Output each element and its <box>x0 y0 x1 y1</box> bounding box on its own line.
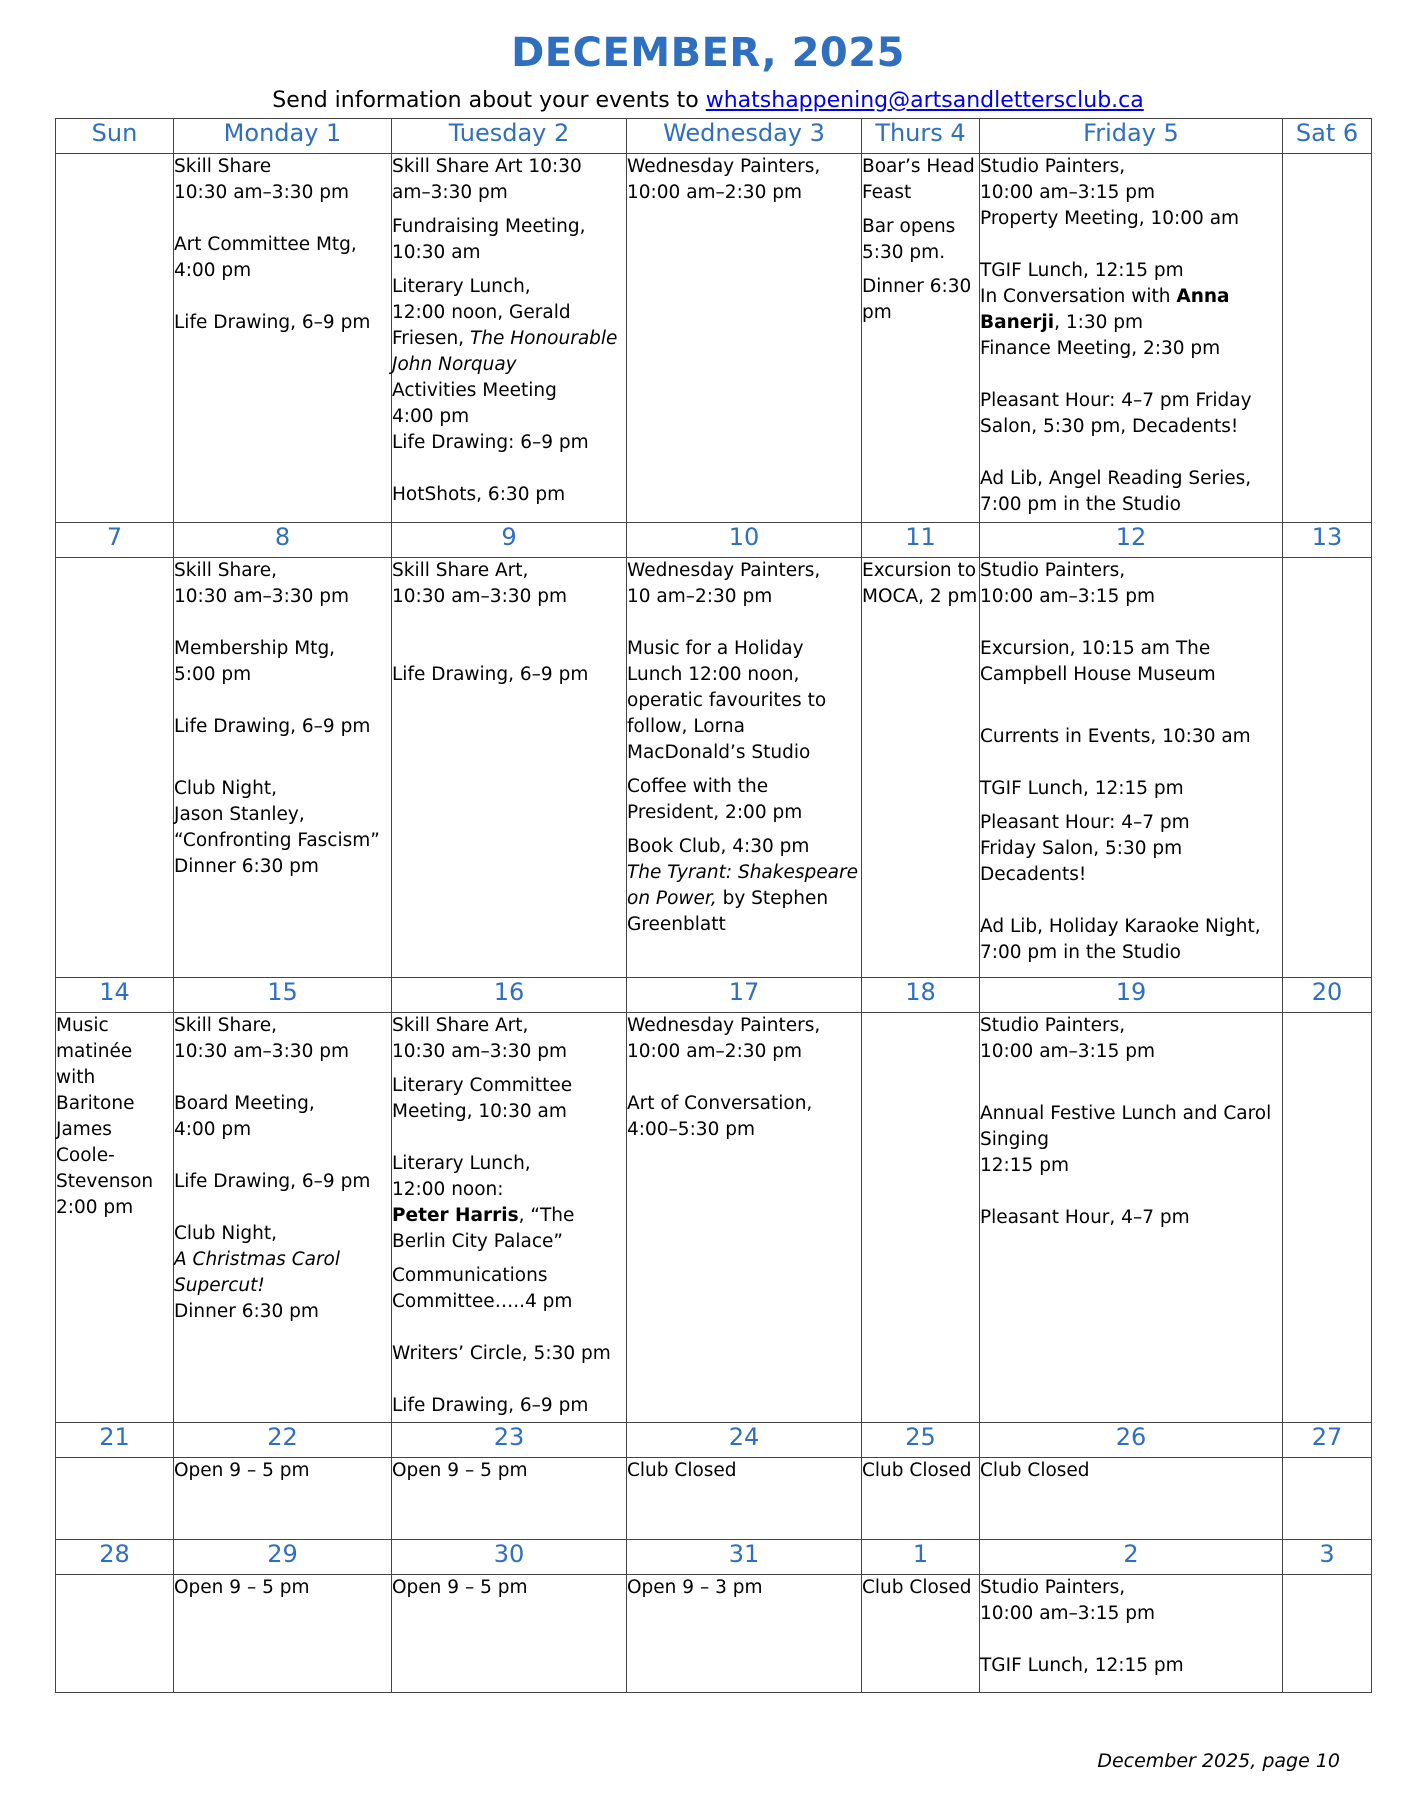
event: Open 9 – 5 pm <box>174 1460 310 1481</box>
day-cell-wed-10 <box>627 558 862 978</box>
event: Pleasant Hour, 4–7 pm <box>980 1207 1190 1228</box>
date-number: 26 <box>980 1423 1283 1458</box>
speaker-name: Peter Harris <box>392 1205 519 1226</box>
date-number: 23 <box>392 1423 627 1458</box>
event: Communications Committee…..4 pm <box>392 1265 573 1312</box>
day-cell <box>56 1458 174 1540</box>
event: Club Closed <box>862 1460 972 1481</box>
date-number: 13 <box>1283 523 1372 558</box>
date-number: 7 <box>56 523 174 558</box>
event-title: The Honourable John Norquay <box>392 328 618 375</box>
event: Fundraising Meeting, 10:30 am <box>392 216 586 263</box>
day-cell-thu-11 <box>862 558 980 978</box>
event: Skill Share 10:30 am–3:30 pm <box>174 156 349 203</box>
event-text: Club Night, <box>174 1223 277 1244</box>
event: Writers’ Circle, 5:30 pm <box>392 1343 611 1364</box>
event: Studio Painters, 10:00 am–3:15 pm <box>980 560 1155 607</box>
week-1-row <box>56 154 1372 523</box>
event <box>174 1221 391 1325</box>
date-number: 22 <box>174 1423 392 1458</box>
event: Coffee with the President, 2:00 pm <box>627 776 803 823</box>
event: Wednesday Painters, 10 am–2:30 pm <box>627 560 821 607</box>
week-2-row <box>56 558 1372 978</box>
event: Annual Festive Lunch and Carol Singing 12:15 pm <box>980 1103 1272 1176</box>
day-cell <box>1283 154 1372 523</box>
event: Life Drawing, 6–9 pm <box>174 716 371 737</box>
event: Studio Painters, 10:00 am–3:15 pm Property Meeting, 10:00 am <box>980 156 1240 229</box>
event: Bar opens 5:30 pm. <box>862 216 956 263</box>
event-text: Dinner 6:30 pm <box>174 1301 319 1322</box>
week-5-row <box>56 1575 1372 1693</box>
day-cell-wed-3 <box>627 154 862 523</box>
date-number: 8 <box>174 523 392 558</box>
event-text: Book Club, 4:30 pm <box>627 836 810 857</box>
date-number: 3 <box>1283 1540 1372 1575</box>
event: Open 9 – 5 pm <box>392 1577 528 1598</box>
event: Open 9 – 5 pm <box>392 1460 528 1481</box>
day-cell-sun-14 <box>56 1013 174 1423</box>
date-number: 31 <box>627 1540 862 1575</box>
day-cell <box>1283 1575 1372 1693</box>
event: Excursion, 10:15 am The Campbell House Museum <box>980 638 1216 685</box>
date-number: 11 <box>862 523 980 558</box>
week-5-dates <box>56 1540 1372 1575</box>
day-cell-fri-12 <box>980 558 1283 978</box>
event: HotShots, 6:30 pm <box>392 484 566 505</box>
event: Life Drawing, 6–9 pm <box>174 1171 371 1192</box>
event-text: Literary Lunch, 12:00 noon: <box>392 1153 531 1200</box>
event: Pleasant Hour: 4–7 pm Friday Salon, 5:30 pm Decadents! <box>980 812 1190 885</box>
day-cell-wed-17 <box>627 1013 862 1423</box>
event: Board Meeting, 4:00 pm <box>174 1093 315 1140</box>
event: Wednesday Painters, 10:00 am–2:30 pm <box>627 1015 821 1062</box>
week-4-dates <box>56 1423 1372 1458</box>
week-2-dates <box>56 523 1372 558</box>
day-cell <box>1283 558 1372 978</box>
date-number: 29 <box>174 1540 392 1575</box>
page-footer: December 2025, page 10 <box>1097 1750 1340 1772</box>
event: Life Drawing, 6–9 pm <box>392 664 589 685</box>
event: Skill Share, 10:30 am–3:30 pm <box>174 560 349 607</box>
date-number: 14 <box>56 978 174 1013</box>
event: Currents in Events, 10:30 am <box>980 726 1251 747</box>
event: TGIF Lunch, 12:15 pm <box>980 778 1184 799</box>
header-fri: Friday 5 <box>980 119 1283 154</box>
event: Pleasant Hour: 4–7 pm Friday Salon, 5:30 pm, Decadents! <box>980 390 1252 437</box>
date-number: 16 <box>392 978 627 1013</box>
event: Art Committee Mtg, 4:00 pm <box>174 234 357 281</box>
event: Dinner 6:30 pm <box>862 276 972 323</box>
event: Literary Committee Meeting, 10:30 am <box>392 1075 573 1122</box>
event: Life Drawing, 6–9 pm <box>392 1395 589 1416</box>
week-4-row <box>56 1458 1372 1540</box>
event-text: TGIF Lunch, 12:15 pm In Conversation with <box>980 260 1184 307</box>
event: Club Closed <box>862 1577 972 1598</box>
event-text: , 1:30 pm Finance Meeting, 2:30 pm <box>980 312 1221 359</box>
date-number: 9 <box>392 523 627 558</box>
day-cell-fri-26 <box>980 1458 1283 1540</box>
day-cell-tue-23 <box>392 1458 627 1540</box>
day-cell-mon-8 <box>174 558 392 978</box>
event <box>980 258 1282 362</box>
date-number: 12 <box>980 523 1283 558</box>
event: Membership Mtg, 5:00 pm <box>174 638 336 685</box>
event: Skill Share Art, 10:30 am–3:30 pm <box>392 1015 567 1062</box>
speaker-name: Anna Banerji <box>980 286 1230 333</box>
event: Skill Share Art 10:30 am–3:30 pm <box>392 156 582 203</box>
day-cell <box>56 558 174 978</box>
date-number: 1 <box>862 1540 980 1575</box>
event: Club Closed <box>627 1460 737 1481</box>
event: Open 9 – 3 pm <box>627 1577 763 1598</box>
day-cell-tue-9 <box>392 558 627 978</box>
header-tue: Tuesday 2 <box>392 119 627 154</box>
event: Life Drawing, 6–9 pm <box>174 312 371 333</box>
day-cell-tue-30 <box>392 1575 627 1693</box>
day-cell-wed-24 <box>627 1458 862 1540</box>
event: TGIF Lunch, 12:15 pm <box>980 1655 1184 1676</box>
date-number: 25 <box>862 1423 980 1458</box>
day-cell-thu-25 <box>862 1458 980 1540</box>
event: Studio Painters, 10:00 am–3:15 pm <box>980 1015 1155 1062</box>
day-cell-mon-29 <box>174 1575 392 1693</box>
day-cell <box>862 1013 980 1423</box>
event-text: , “The Berlin City Palace” <box>392 1205 575 1252</box>
event: Ad Lib, Angel Reading Series, 7:00 pm in the Studio <box>980 468 1252 515</box>
day-cell-fri-19 <box>980 1013 1283 1423</box>
day-cell-wed-31 <box>627 1575 862 1693</box>
date-number: 28 <box>56 1540 174 1575</box>
date-number: 2 <box>980 1540 1283 1575</box>
event: Skill Share, 10:30 am–3:30 pm <box>174 1015 349 1062</box>
event: Studio Painters, 10:00 am–3:15 pm <box>980 1577 1155 1624</box>
event: Skill Share Art, 10:30 am–3:30 pm <box>392 560 567 607</box>
event: Music matinée with Baritone James Coole-Stevenson 2:00 pm <box>56 1015 154 1218</box>
header-thu: Thurs 4 <box>862 119 980 154</box>
week-3-dates <box>56 978 1372 1013</box>
header-sun: Sun <box>56 119 174 154</box>
day-cell-thu-1 <box>862 1575 980 1693</box>
event: Excursion to MOCA, 2 pm <box>862 560 978 607</box>
day-cell-tue-16 <box>392 1013 627 1423</box>
event-title: A Christmas Carol Supercut! <box>174 1249 341 1296</box>
event: Club Night, Jason Stanley, “Confronting Fascism” Dinner 6:30 pm <box>174 778 380 877</box>
event <box>627 834 861 938</box>
day-cell <box>56 1575 174 1693</box>
date-number: 24 <box>627 1423 862 1458</box>
date-number: 15 <box>174 978 392 1013</box>
event: Art of Conversation, 4:00–5:30 pm <box>627 1093 813 1140</box>
weekday-header-row <box>56 119 1372 154</box>
day-cell-fri-5 <box>980 154 1283 523</box>
date-number: 18 <box>862 978 980 1013</box>
date-number: 17 <box>627 978 862 1013</box>
day-cell-mon-15 <box>174 1013 392 1423</box>
day-cell <box>1283 1013 1372 1423</box>
day-cell-mon-22 <box>174 1458 392 1540</box>
day-cell-fri-2 <box>980 1575 1283 1693</box>
header-mon: Monday 1 <box>174 119 392 154</box>
subtitle-text: Send information about your events to <box>272 88 706 113</box>
event-text: Literary Lunch, 12:00 noon, Gerald Friesen, <box>392 276 571 349</box>
event <box>392 1151 626 1255</box>
day-cell <box>1283 1458 1372 1540</box>
date-number: 10 <box>627 523 862 558</box>
event: Boar’s Head Feast <box>862 156 975 203</box>
subtitle <box>0 88 1416 113</box>
event: Activities Meeting 4:00 pm Life Drawing: 6–9 pm <box>392 380 589 453</box>
event: Wednesday Painters, 10:00 am–2:30 pm <box>627 156 821 203</box>
date-number: 21 <box>56 1423 174 1458</box>
date-number: 20 <box>1283 978 1372 1013</box>
page-title: DECEMBER, 2025 <box>511 30 905 76</box>
event: Music for a Holiday Lunch 12:00 noon, operatic favourites to follow, Lorna MacDonald’s Studio <box>627 638 827 763</box>
event <box>392 274 626 378</box>
book-title: The Tyrant: Shakespeare on Power, <box>627 862 858 909</box>
day-cell-thu-4 <box>862 154 980 523</box>
date-number: 30 <box>392 1540 627 1575</box>
date-number: 27 <box>1283 1423 1372 1458</box>
header-wed: Wednesday 3 <box>627 119 862 154</box>
day-cell-mon-1 <box>174 154 392 523</box>
event-text: by Stephen Greenblatt <box>627 888 829 935</box>
event: Club Closed <box>980 1460 1090 1481</box>
email-link[interactable]: whatshappening@artsandlettersclub.ca <box>705 88 1144 113</box>
day-cell <box>56 154 174 523</box>
event: Open 9 – 5 pm <box>174 1577 310 1598</box>
week-3-row <box>56 1013 1372 1423</box>
date-number: 19 <box>980 978 1283 1013</box>
calendar-table <box>55 118 1372 1693</box>
event: Ad Lib, Holiday Karaoke Night, 7:00 pm in the Studio <box>980 916 1261 963</box>
header-sat: Sat 6 <box>1283 119 1372 154</box>
day-cell-tue-2 <box>392 154 627 523</box>
